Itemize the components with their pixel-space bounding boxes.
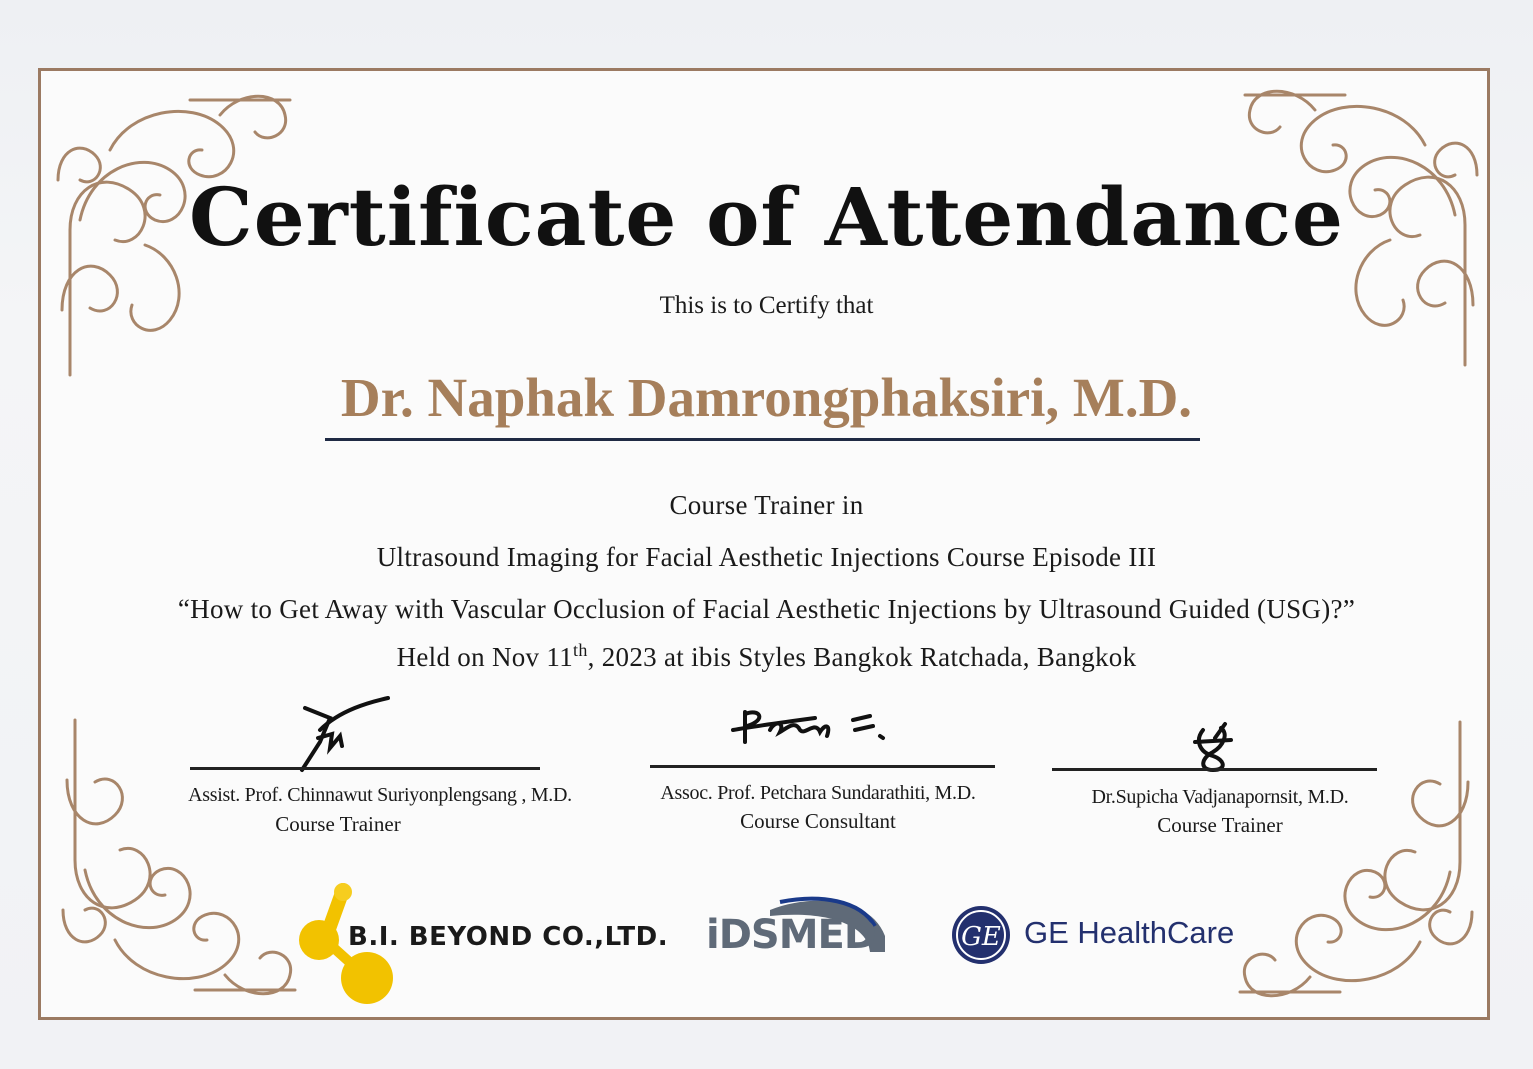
recipient-underline bbox=[325, 438, 1200, 441]
held-sup: th bbox=[573, 640, 588, 660]
signature-2 bbox=[725, 700, 895, 750]
bi-beyond-name: B.I. BEYOND CO.,LTD. bbox=[348, 922, 669, 952]
signatory-2-name: Assoc. Prof. Petchara Sundarathiti, M.D. bbox=[660, 782, 976, 804]
ornament-bottom-right bbox=[1220, 712, 1480, 1012]
signatory-1-name: Assist. Prof. Chinnawut Suriyonplengsang , M.D. bbox=[188, 784, 572, 806]
certify-intro: This is to Certify that bbox=[659, 292, 874, 319]
ornament-bottom-left bbox=[55, 710, 315, 1010]
signatory-3-name: Dr.Supicha Vadjanapornsit, M.D. bbox=[1091, 786, 1349, 808]
ge-monogram-icon bbox=[950, 904, 1012, 966]
certificate-title: Certificate of Attendance bbox=[189, 170, 1344, 264]
signature-rule-3 bbox=[1052, 768, 1377, 771]
ge-healthcare-name: GE HealthCare bbox=[1024, 915, 1235, 950]
signatory-3-role: Course Trainer bbox=[1157, 813, 1283, 837]
role-line: Course Trainer in bbox=[669, 490, 864, 520]
signatory-1-role: Course Trainer bbox=[275, 812, 401, 836]
idsmed-name: iDSMED bbox=[706, 912, 877, 958]
recipient-name: Dr. Naphak Damrongphaksiri, M.D. bbox=[340, 367, 1193, 428]
signature-rule-1 bbox=[190, 767, 540, 770]
held-prefix: Held on Nov 11 bbox=[396, 642, 574, 672]
held-suffix: , 2023 at ibis Styles Bangkok Ratchada, Bangkok bbox=[587, 642, 1137, 672]
held-line bbox=[0, 640, 1533, 673]
topic-line: “How to Get Away with Vascular Occlusion of Facial Aesthetic Injections by Ultrasound Guided (USG)?” bbox=[177, 594, 1356, 624]
ge-monogram-text: GE bbox=[961, 922, 1001, 952]
signature-3 bbox=[1185, 720, 1245, 775]
signatory-2-role: Course Consultant bbox=[740, 809, 896, 833]
signature-rule-2 bbox=[650, 765, 995, 768]
course-line: Ultrasound Imaging for Facial Aesthetic Injections Course Episode III bbox=[376, 542, 1157, 572]
